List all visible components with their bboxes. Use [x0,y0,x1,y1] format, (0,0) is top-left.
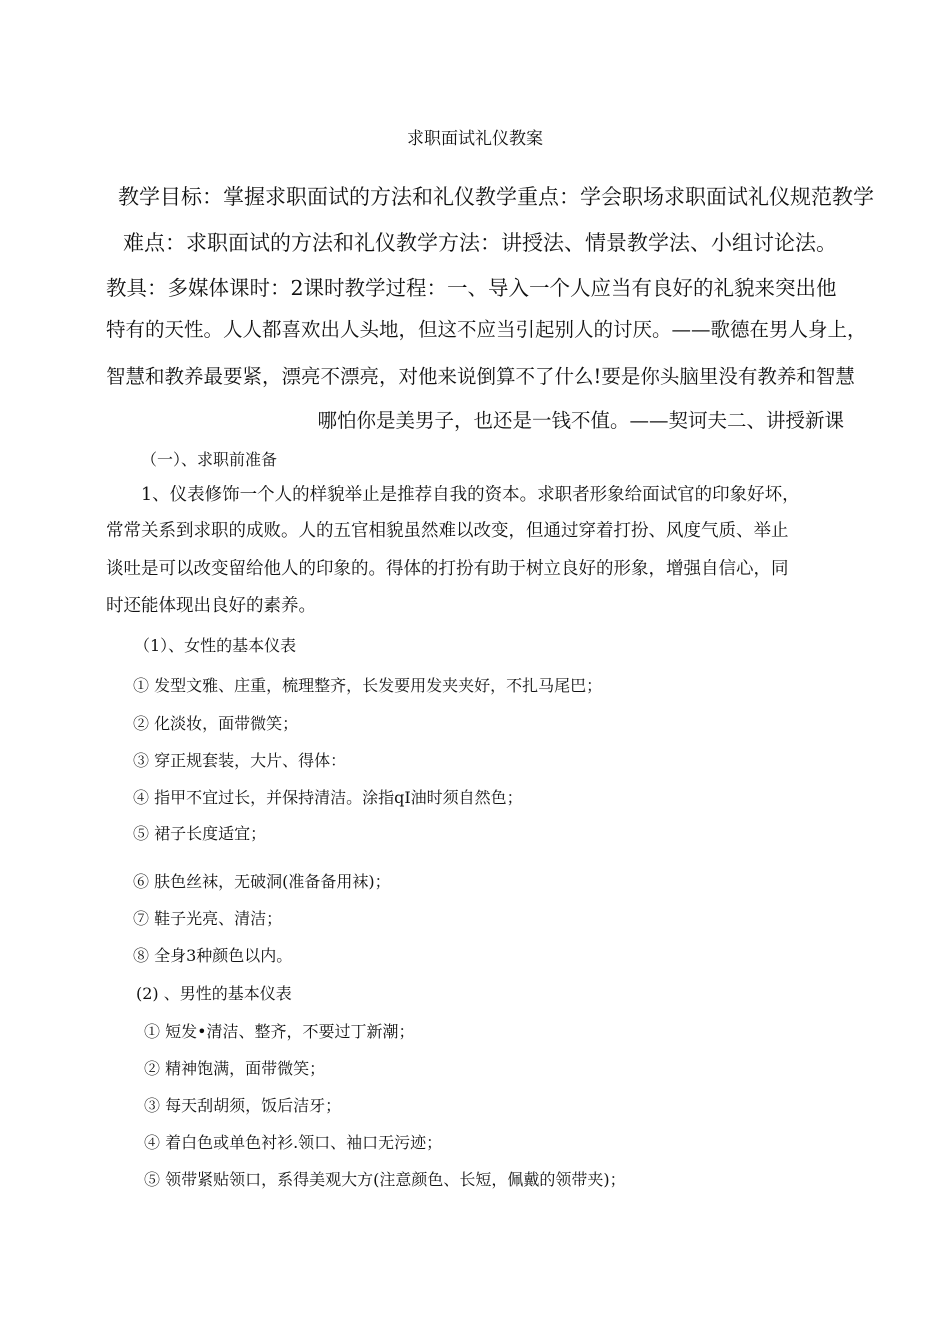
paragraph-line: 谈吐是可以改变留给他人的印象的。得体的打扮有助于树立良好的形象，增强自信心，同 [106,559,789,579]
list-item: ⑤ 领带紧贴领口，系得美观大方(注意颜色、长短，佩戴的领带夹)； [144,1170,626,1189]
male-heading: (2) 、男性的基本仪表 [136,984,292,1003]
list-item: ④ 着白色或单色衬衫.领口、袖口无污迹； [144,1133,443,1152]
intro-line: 哪怕你是美男子，也还是一钱不值。——契诃夫二、讲授新课 [317,409,844,432]
list-item: ② 化淡妆，面带微笑； [133,714,299,733]
list-item: ② 精神饱满，面带微笑； [144,1059,326,1078]
paragraph-line: 时还能体现出良好的素养。 [106,596,316,616]
list-item: ③ 每天刮胡须，饭后洁牙； [144,1096,342,1115]
page-title: 求职面试礼仪教案 [407,129,543,149]
list-item: ⑧ 全身3种颜色以内。 [133,946,293,965]
intro-line: 难点：求职面试的方法和礼仪教学方法：讲授法、情景教学法、小组讨论法。 [123,231,837,255]
list-item: ① 发型文雅、庄重，梳理整齐，长发要用发夹夹好，不扎马尾巴； [133,676,603,695]
intro-line: 智慧和教养最要紧，漂亮不漂亮，对他来说倒算不了什么!要是你头脑里没有教养和智慧 [106,365,855,388]
intro-line: 教具：多媒体课时：2课时教学过程：一、导入一个人应当有良好的礼貌来突出他 [106,276,837,300]
section-heading: （一）、求职前准备 [141,450,278,469]
list-item: ⑦ 鞋子光亮、清洁； [133,909,283,928]
paragraph-line: 常常关系到求职的成败。人的五官相貌虽然难以改变，但通过穿着打扮、风度气质、举止 [106,521,789,541]
intro-line: 特有的天性。人人都喜欢出人头地，但这不应当引起别人的讨厌。——歌德在男人身上， [106,318,867,341]
list-item: ⑤ 裙子长度适宜； [133,824,267,843]
paragraph-line: 1、仪表修饰一个人的样貌举止是推荐自我的资本。求职者形象给面试官的印象好坏， [141,485,800,505]
list-item: ③ 穿正规套装，大片、得体： [133,751,347,770]
intro-line: 教学目标：掌握求职面试的方法和礼仪教学重点：学会职场求职面试礼仪规范教学 [118,185,874,209]
female-heading: （1）、女性的基本仪表 [134,636,297,655]
list-item: ④ 指甲不宜过长，并保持清洁。涂指qI油时须自然色； [133,788,523,807]
list-item: ⑥ 肤色丝袜，无破洞(准备备用袜)； [133,872,391,891]
list-item: ① 短发•清洁、整齐，不要过丁新潮； [144,1022,415,1041]
